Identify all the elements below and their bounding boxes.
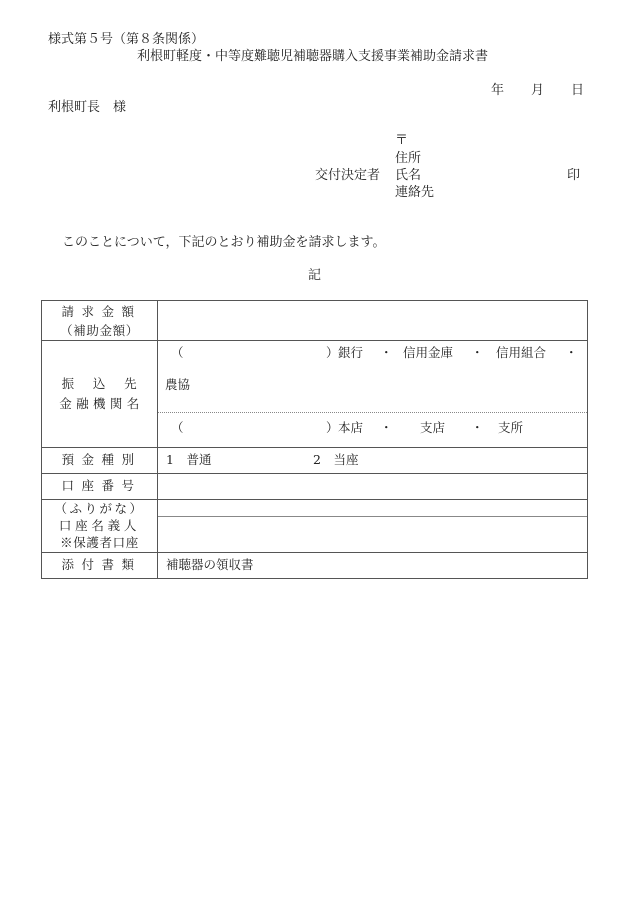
- request-statement: このことについて，下記のとおり補助金を請求します。: [62, 235, 386, 250]
- option-shisho[interactable]: 支所: [498, 420, 524, 435]
- option-ginko[interactable]: 銀行: [338, 345, 364, 360]
- branch-area[interactable]: （ ） 本店 ・ 支店 ・ 支所: [158, 412, 587, 447]
- table-row: [42, 553, 588, 579]
- option-shinyo-kinko[interactable]: 信用金庫: [403, 345, 454, 360]
- postal-mark: 〒: [395, 133, 409, 148]
- table-row: [42, 341, 588, 448]
- contact-label: 連絡先: [395, 185, 435, 200]
- attachment-value: 補聴器の領収書: [166, 557, 254, 572]
- deposit-label-cell: [42, 448, 158, 474]
- deposit-option-futsu[interactable]: 1 普通: [166, 452, 212, 467]
- ki-heading: 記: [308, 268, 322, 283]
- seal-mark: 印: [567, 168, 581, 183]
- date-month-label: 月: [531, 83, 545, 98]
- attachment-label-cell: [42, 553, 158, 579]
- holder-label-cell: [42, 500, 158, 553]
- claim-table: [41, 300, 588, 579]
- bank-input-cell[interactable]: [158, 341, 588, 448]
- addressee: 利根町長 様: [48, 100, 127, 115]
- table-row: [42, 474, 588, 500]
- account-number-cell[interactable]: [158, 474, 588, 500]
- amount-sublabel: （補助金額）: [60, 323, 139, 338]
- option-shinyo-kumiai[interactable]: 信用組合: [496, 345, 547, 360]
- attachment-value-cell: [158, 553, 588, 579]
- amount-input-cell[interactable]: [158, 301, 588, 341]
- name-label: 氏名: [395, 168, 422, 183]
- address-label: 住所: [395, 151, 422, 166]
- deposit-option-toza[interactable]: 2 当座: [313, 452, 359, 467]
- date-year-label: 年: [491, 83, 505, 98]
- deposit-label: 預金種別: [61, 452, 142, 467]
- option-shiten[interactable]: 支店: [420, 420, 446, 435]
- document-title: 利根町軽度・中等度難聴児補聴器購入支援事業補助金請求書: [137, 49, 489, 64]
- table-row: [42, 301, 588, 341]
- holder-guardian-note: ※保護者口座: [60, 535, 139, 550]
- bank-sublabel: 金融機関名: [59, 396, 144, 411]
- amount-label: 請求金額: [61, 304, 142, 319]
- bank-label: 振込先: [61, 376, 156, 391]
- applicant-role-label: 交付決定者: [315, 168, 381, 183]
- holder-name-input[interactable]: [158, 517, 587, 552]
- holder-furigana-input[interactable]: [158, 500, 587, 517]
- amount-label-cell: [42, 301, 158, 341]
- option-honten[interactable]: 本店: [338, 420, 364, 435]
- holder-furigana-label: （ふりがな）: [54, 501, 145, 516]
- holder-input-cell[interactable]: [158, 500, 588, 553]
- option-nokyo[interactable]: 農協: [165, 377, 191, 392]
- holder-label: 口座名義人: [58, 518, 141, 533]
- account-number-label: 口座番号: [61, 478, 142, 493]
- account-number-label-cell: [42, 474, 158, 500]
- date-day-label: 日: [571, 83, 585, 98]
- form-number: 様式第５号（第８条関係）: [48, 32, 205, 47]
- deposit-type-cell[interactable]: [158, 448, 588, 474]
- bank-label-cell: [42, 341, 158, 448]
- table-row: [42, 448, 588, 474]
- table-row: [42, 500, 588, 553]
- bank-name-area[interactable]: （ ） 銀行 ・ 信用金庫 ・ 信用組合 ・ 農協: [165, 345, 578, 392]
- attachment-label: 添付書類: [61, 557, 142, 572]
